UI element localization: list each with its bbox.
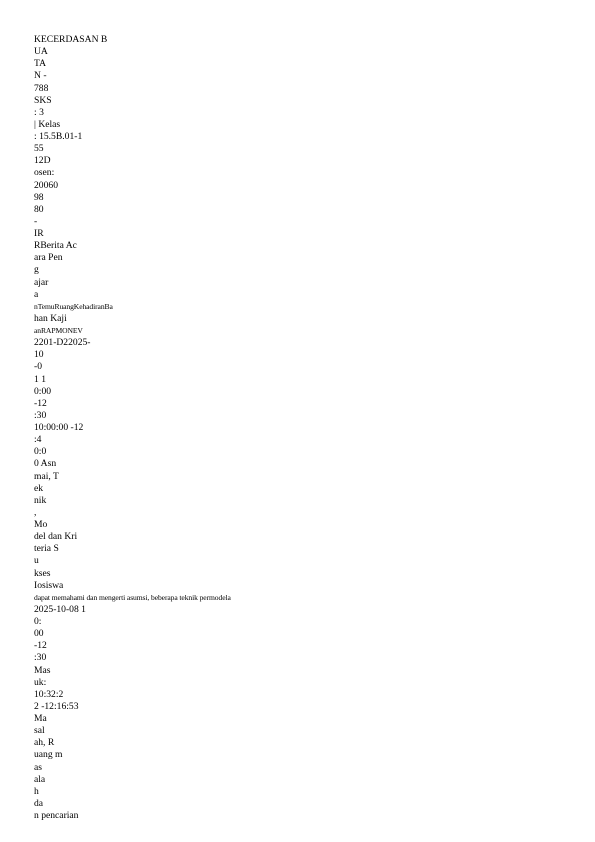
text-line: 10 xyxy=(34,349,44,361)
text-line: TA xyxy=(34,58,47,70)
text-line: 10:32:2 xyxy=(34,688,64,700)
text-line: 80 xyxy=(34,203,44,215)
text-line: 2201-D22025- xyxy=(34,337,91,349)
text-line: RBerita Ac xyxy=(34,240,77,252)
document-text-block xyxy=(34,34,574,822)
text-line: 2025-10-08 1 xyxy=(34,603,86,615)
text-line: uk: xyxy=(34,676,47,688)
text-line: kses xyxy=(34,567,51,579)
text-line: N - xyxy=(34,70,47,82)
text-line: 12D xyxy=(34,155,51,167)
text-line: han Kaji xyxy=(34,312,67,324)
text-line: 2 -12:16:53 xyxy=(34,700,79,712)
text-line: del dan Kri xyxy=(34,531,78,543)
text-line: osen: xyxy=(34,167,55,179)
text-line: ek xyxy=(34,482,44,494)
text-line: teria S xyxy=(34,543,59,555)
text-line: sal xyxy=(34,725,45,737)
text-line: : 3 xyxy=(34,106,44,118)
text-line: Mo xyxy=(34,519,48,530)
text-line: 788 xyxy=(34,82,49,94)
text-line: Ma xyxy=(34,713,47,724)
text-line: 0: xyxy=(34,616,42,627)
text-line: :30 xyxy=(34,652,47,664)
text-line: h xyxy=(34,785,39,797)
text-line: : 15.5B.01-1 xyxy=(34,131,83,142)
text-line: 1 1 xyxy=(34,373,46,385)
text-line: 0 Asn xyxy=(34,458,57,470)
text-line: -12 xyxy=(34,397,47,409)
text-line: :30 xyxy=(34,409,47,421)
text-line: g xyxy=(34,264,39,276)
text-line: 20060 xyxy=(34,179,58,191)
text-line: 10:00:00 -12 xyxy=(34,422,84,433)
text-line: ah, R xyxy=(34,737,55,749)
text-line: da xyxy=(34,797,44,809)
text-line: 55 xyxy=(34,143,44,155)
text-line: - xyxy=(34,215,38,227)
text-line: | Kelas xyxy=(34,118,61,130)
text-line: a xyxy=(34,288,39,300)
text-line: :4 xyxy=(34,434,42,446)
text-line: ara Pen xyxy=(34,252,63,264)
text-line: Mas xyxy=(34,664,51,676)
text-line: nik xyxy=(34,494,47,506)
text-line: UA xyxy=(34,46,48,58)
text-line: 0:0 xyxy=(34,446,47,458)
text-line: dapat memahami dan mengerti asumsi, beberapa teknik permodela xyxy=(34,592,231,602)
text-line: 98 xyxy=(34,191,44,203)
text-line: KECERDASAN B xyxy=(34,34,108,45)
text-line: ala xyxy=(34,773,46,785)
text-line: IR xyxy=(34,228,44,239)
text-line: u xyxy=(34,555,39,567)
text-line: SKS xyxy=(34,94,52,106)
text-line: , xyxy=(34,506,37,518)
text-line: n pencarian xyxy=(34,810,79,821)
text-line: -0 xyxy=(34,361,42,373)
text-line: 0:00 xyxy=(34,385,52,397)
text-line: nTemuRuangKehadiranBa xyxy=(34,301,113,311)
text-line: ajar xyxy=(34,276,49,288)
text-line: 00 xyxy=(34,628,44,640)
text-line: as xyxy=(34,761,42,773)
text-line: Iosiswa xyxy=(34,579,64,591)
text-line: anRAPMONEV xyxy=(34,326,83,335)
text-line: mai, T xyxy=(34,470,59,482)
text-line: uang m xyxy=(34,749,63,761)
text-line: -12 xyxy=(34,640,47,652)
